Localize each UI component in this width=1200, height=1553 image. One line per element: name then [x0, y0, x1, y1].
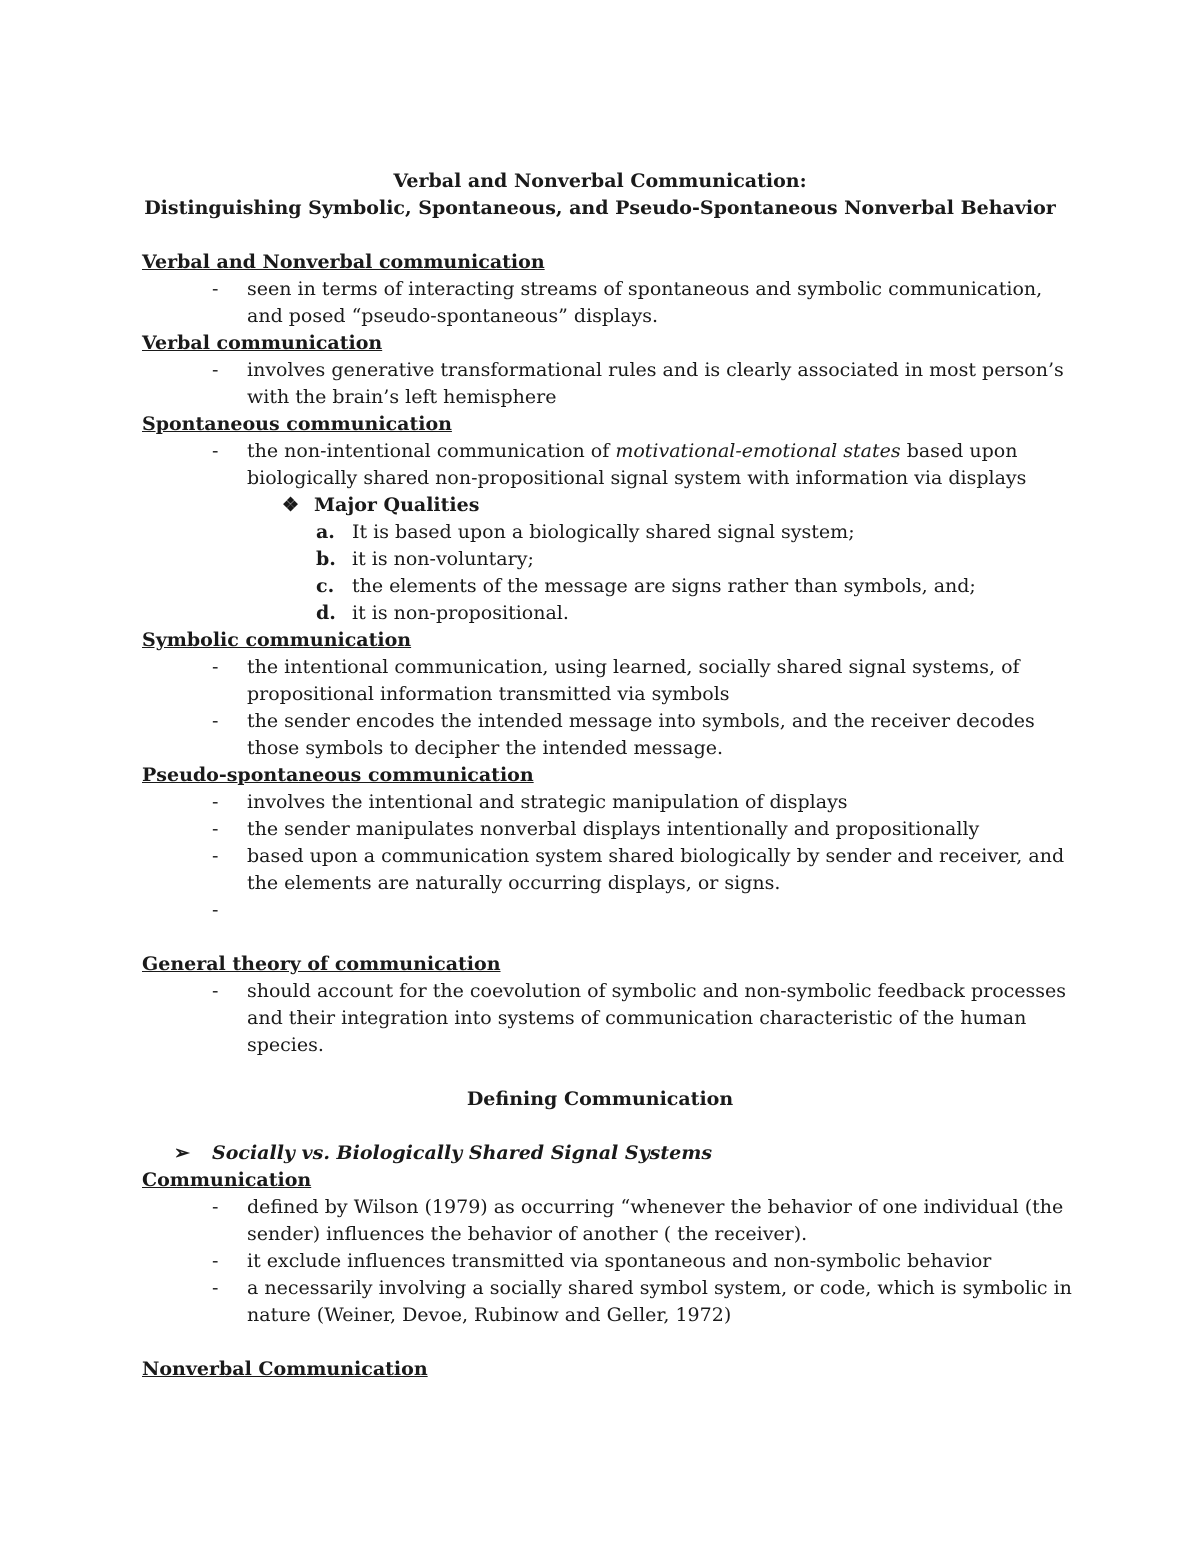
heading-verbal-nonverbal: Verbal and Nonverbal communication [142, 251, 545, 273]
list-marker: a. [316, 521, 335, 543]
list-item [142, 1248, 1072, 1275]
list-item-text: the elements of the message are signs rather than symbols, and; [352, 575, 976, 597]
list-item-text: involves generative transformational rules and is clearly associated in most person’s with the brain’s left hemisphere [247, 359, 1064, 408]
document-title-line-1: Verbal and Nonverbal Communication: [393, 170, 807, 192]
list-item [142, 357, 1072, 411]
dash-bullet: - [212, 1250, 219, 1272]
list-item [142, 1194, 1072, 1248]
list-item [142, 276, 1072, 330]
list-item [142, 1275, 1072, 1329]
list-pseudo-spontaneous [142, 789, 1072, 924]
list-verbal-nonverbal [142, 276, 1072, 330]
list-item [142, 708, 1072, 762]
list-item-text: it is non-propositional. [352, 602, 569, 624]
list-item-text: based upon a communication system shared biologically by sender and receiver, and the elements are naturally occurring displays, or signs. [247, 845, 1065, 894]
heading-symbolic: Symbolic communication [142, 629, 412, 651]
subheading-text: Major Qualities [314, 494, 480, 516]
dash-bullet: - [212, 359, 219, 381]
list-item [142, 978, 1072, 1059]
list-item [142, 573, 1072, 600]
dash-bullet: - [212, 818, 219, 840]
list-item-text: the sender manipulates nonverbal displays intentionally and propositionally [247, 818, 980, 840]
emphasis-text: motivational-emotional states [615, 440, 901, 462]
list-item-text: a necessarily involving a socially shared symbol system, or code, which is symbolic in nature (Weiner, Devoe, Rubinow and Geller, 1972) [247, 1277, 1072, 1326]
diamond-bullet-icon: ❖ [282, 494, 300, 516]
document-title-line-2: Distinguishing Symbolic, Spontaneous, and Pseudo-Spontaneous Nonverbal Behavior [144, 197, 1056, 219]
heading-verbal: Verbal communication [142, 332, 383, 354]
list-item-text: the sender encodes the intended message into symbols, and the receiver decodes those symbols to decipher the intended message. [247, 710, 1035, 759]
list-item-text: it is non-voluntary; [352, 548, 534, 570]
dash-bullet: - [212, 980, 219, 1002]
list-symbolic [142, 654, 1072, 762]
list-item [142, 897, 1072, 924]
dash-bullet: - [212, 440, 219, 462]
dash-bullet: - [212, 791, 219, 813]
list-item [142, 816, 1072, 843]
subheading-signal-systems [142, 1140, 1072, 1167]
list-item-text: involves the intentional and strategic manipulation of displays [247, 791, 848, 813]
dash-bullet: - [212, 845, 219, 867]
list-item-text: defined by Wilson (1979) as occurring “whenever the behavior of one individual (the sender) influences the behavior of another ( the receiver). [247, 1196, 1064, 1245]
list-item-text: the non-intentional communication of [247, 440, 616, 462]
list-marker: b. [316, 548, 336, 570]
list-item [142, 654, 1072, 708]
dash-bullet: - [212, 656, 219, 678]
heading-nonverbal: Nonverbal Communication [142, 1358, 428, 1380]
dash-bullet: - [212, 1196, 219, 1218]
heading-spontaneous: Spontaneous communication [142, 413, 452, 435]
document-body [142, 168, 1072, 1383]
list-item [142, 789, 1072, 816]
list-item-text: based upon biologically shared non-propositional signal system with information via displays [247, 440, 1027, 489]
dash-bullet: - [212, 710, 219, 732]
list-communication [142, 1194, 1072, 1329]
list-item-text: It is based upon a biologically shared signal system; [352, 521, 855, 543]
list-general-theory [142, 978, 1072, 1059]
dash-bullet: - [212, 1277, 219, 1299]
list-marker: d. [316, 602, 336, 624]
list-item [142, 546, 1072, 573]
subheading-text: Socially vs. Biologically Shared Signal Systems [212, 1142, 713, 1164]
list-item [142, 519, 1072, 546]
heading-general-theory: General theory of communication [142, 953, 501, 975]
subheading-major-qualities [142, 492, 1072, 519]
list-item-text: seen in terms of interacting streams of spontaneous and symbolic communication, and posed “pseudo-spontaneous” displays. [247, 278, 1043, 327]
list-item-text: it exclude influences transmitted via spontaneous and non-symbolic behavior [247, 1250, 992, 1272]
arrow-bullet-icon: ➢ [174, 1142, 190, 1164]
list-marker: c. [316, 575, 335, 597]
list-item [142, 843, 1072, 897]
section-title-defining: Defining Communication [466, 1088, 734, 1110]
list-verbal [142, 357, 1072, 411]
list-major-qualities [142, 519, 1072, 627]
list-item-text: should account for the coevolution of symbolic and non-symbolic feedback processes and their integration into systems of communication characteristic of the human species. [247, 980, 1067, 1056]
list-item [142, 438, 1072, 492]
dash-bullet: - [212, 899, 219, 921]
dash-bullet: - [212, 278, 219, 300]
list-spontaneous [142, 438, 1072, 492]
list-item [142, 600, 1072, 627]
heading-pseudo-spontaneous: Pseudo-spontaneous communication [142, 764, 534, 786]
heading-communication: Communication [142, 1169, 312, 1191]
list-item-text: the intentional communication, using learned, socially shared signal systems, of propositional information transmitted via symbols [247, 656, 1020, 705]
